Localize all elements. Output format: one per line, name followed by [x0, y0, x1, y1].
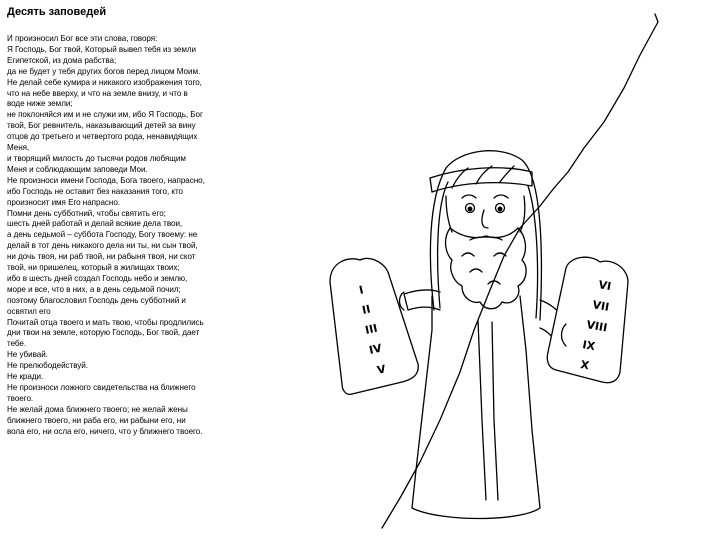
- text-line: тебе.: [7, 339, 27, 349]
- text-line: и творящий милость до тысячи родов любящим: [7, 153, 186, 163]
- text-line: произносит имя Его напрасно.: [7, 197, 120, 207]
- left-sleeve: [404, 290, 440, 310]
- text-line: ибо в шесть дней создал Господь небо и землю,: [7, 273, 188, 283]
- headband: [430, 168, 532, 192]
- text-line: да не будет у тебя других богов перед лицом Моим.: [7, 66, 201, 76]
- numeral: IX: [581, 338, 597, 354]
- text-line: ни дочь твоя, ни раб твой, ни рабыня твоя, ни скот: [7, 252, 196, 262]
- text-line: Не произноси имени Господа, Бога твоего, напрасно,: [7, 175, 205, 185]
- text-line: делай в тот день никакого дела ни ты, ни сын твой,: [7, 241, 198, 251]
- text-line: отцов до третьего и четвертого рода, ненавидящих: [7, 132, 198, 142]
- text-line: Египетской, из дома рабства;: [7, 55, 117, 65]
- numeral: IV: [367, 341, 383, 357]
- numeral: V: [375, 362, 387, 377]
- numeral: II: [360, 302, 372, 317]
- text-line: твой, Бог ревнитель, наказывающий детей за вину: [7, 121, 196, 131]
- text-line: ближнего твоего, ни раба его, ни рабыни его, ни: [7, 415, 186, 425]
- text-line: дни твои на земле, которую Господь, Бог твой, дает: [7, 328, 200, 338]
- numeral: III: [363, 321, 379, 337]
- text-line: не поклоняйся им и не служи им, ибо Я Господь, Бог: [7, 110, 203, 120]
- numeral: VII: [591, 298, 611, 314]
- text-line: твоего.: [7, 393, 34, 403]
- text-line: поэтому благословил Господь день субботний и: [7, 295, 186, 305]
- beard: [446, 228, 527, 309]
- text-line: Не убивай.: [7, 350, 48, 360]
- text-line: Я Господь, Бог твой, Который вывел тебя из земли: [7, 44, 196, 54]
- text-line: что на небе вверху, и что на земле внизу, и что в: [7, 88, 188, 98]
- text-line: Не желай дома ближнего твоего; не желай жены: [7, 404, 188, 414]
- text-line: Почитай отца твоего и мать твою, чтобы продлились: [7, 317, 204, 327]
- text-line: Меня,: [7, 143, 30, 153]
- numeral: VI: [597, 278, 613, 294]
- text-line: Не делай себе кумира и никакого изображения того,: [7, 77, 202, 87]
- numeral: X: [579, 358, 591, 373]
- text-line: вола его, ни осла его, ничего, что у ближнего твоего.: [7, 426, 203, 436]
- text-line: море и все, что в них, а в день седьмой почил;: [7, 284, 181, 294]
- text-line: ибо Господь не оставит без наказания того, кто: [7, 186, 183, 196]
- slide-title: Десять заповедей: [7, 6, 107, 18]
- text-line: Не произноси ложного свидетельства на ближнего: [7, 383, 196, 392]
- text-line: Помни день субботний, чтобы святить его;: [7, 208, 166, 218]
- text-line: воде ниже земли;: [7, 99, 73, 109]
- text-line: шесть дней работай и делай всякие дела твои,: [7, 219, 183, 229]
- text-line: Меня и соблюдающим заповеди Мои.: [7, 164, 148, 174]
- numeral: I: [357, 283, 365, 297]
- text-line: И произносил Бог все эти слова, говоря:: [7, 34, 158, 43]
- text-line: а день седьмой – суббота Господу, Богу твоему: не: [7, 230, 198, 240]
- text-line: Не прелюбодействуй.: [7, 361, 88, 371]
- robe: [412, 296, 540, 519]
- text-line: освятил его: [7, 306, 51, 316]
- text-line: твой, ни пришелец, который в жилищах твоих;: [7, 263, 180, 273]
- text-line: Не кради.: [7, 372, 44, 382]
- numeral: VIII: [585, 318, 609, 335]
